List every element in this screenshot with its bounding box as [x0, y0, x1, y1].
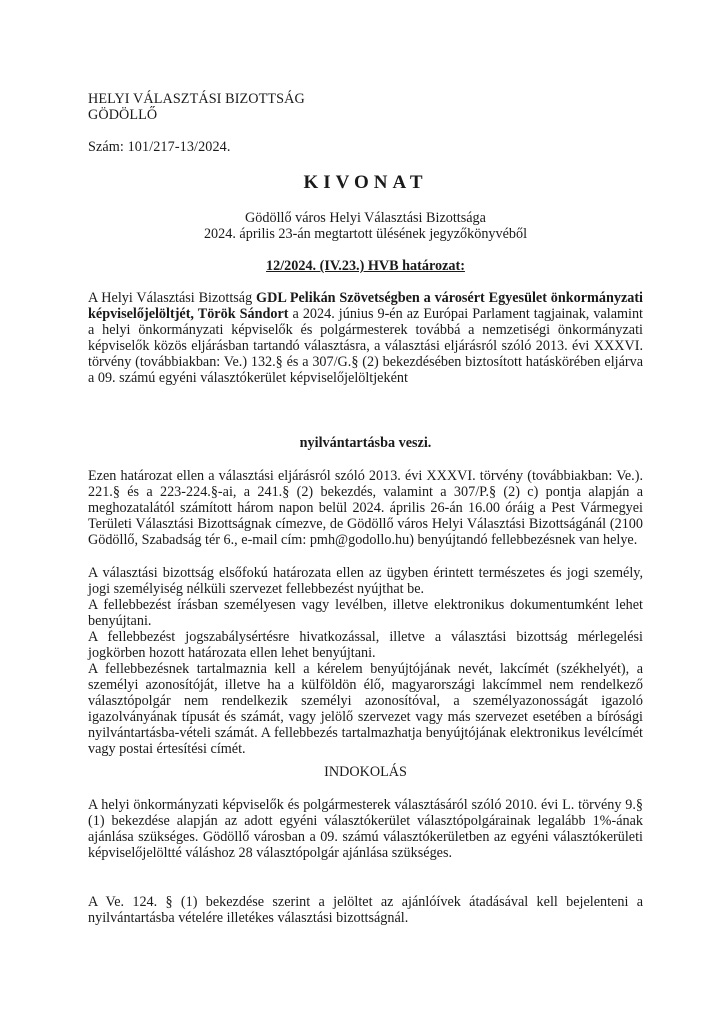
- reasoning-paragraph-2: A Ve. 124. § (1) bekezdése szerint a jelöltet az ajánlóívek átadásával kell bejelenteni a nyilvántartásba vételére illetékes választási bizottságnál.: [88, 894, 643, 927]
- subtitle-line-1: Gödöllő város Helyi Választási Bizottsága: [245, 210, 486, 226]
- remedy-paragraph-4: A fellebbezést jogszabálysértésre hivatkozással, illetve a választási bizottság mérlegelési jogkörben hozott határozata ellen lehet benyújtani.: [88, 629, 643, 662]
- remedy-paragraph-2: A választási bizottság elsőfokú határozata ellen az ügyben érintett természetes és jogi személy, jogi személyiség nélküli szervezet fellebbezést nyújthat be.: [88, 565, 643, 598]
- reasoning-heading: INDOKOLÁS: [324, 764, 407, 780]
- operative-clause: nyilvántartásba veszi.: [299, 435, 432, 451]
- remedy-paragraph-1: Ezen határozat ellen a választási eljárásról szóló 2013. évi XXXVI. törvény (továbbiakban: Ve.). 221.§ és a 223-224.§-ai, a 241.§ (2) bekezdés, valamint a 307/P.§ (2) c) pontja alapján a meghozatalától számított három napon belül 2024. április 26-án 16.00 óráig a Pest Vármegyei Területi Választási Bizottságnak címezve, de Gödöllő város Helyi Választási Bizottságánál (2100 Gödöllő, Szabadság tér 6., e-mail cím: pmh@godollo.hu) benyújtandó fellebbezésnek van helye.: [88, 468, 643, 549]
- reasoning-paragraph-1: A helyi önkormányzati képviselők és polgármesterek választásáról szóló 2010. évi L. törvény 9.§ (1) bekezdése alapján az adott egyéni választókerület választópolgárainak legalább 1%-ának ajánlása szükséges. Gödöllő városban a 09. számú választókerületben az egyéni választókerületi képviselőjelöltté váláshoz 28 választópolgár ajánlása szükséges.: [88, 797, 643, 862]
- resolution-heading: 12/2024. (IV.23.) HVB határozat:: [266, 258, 465, 274]
- remedy-paragraph-3: A fellebbezést írásban személyesen vagy levélben, illetve elektronikus dokumentumként lehet benyújtani.: [88, 597, 643, 630]
- reference-number: Szám: 101/217-13/2024.: [88, 139, 231, 155]
- subtitle-line-2: 2024. április 23-án megtartott ülésének jegyzőkönyvéből: [203, 226, 528, 242]
- document-title: KIVONAT: [303, 172, 428, 193]
- issuer-city: GÖDÖLLŐ: [88, 107, 158, 123]
- remedy-paragraph-5: A fellebbezésnek tartalmaznia kell a kérelem benyújtójának nevét, lakcímét (székhelyét), a személyi azonosítóját, illetve ha a külföldön élő, magyarországi lakcímmel nem rendelkező választópolgár nem rendelkezik személyi azonosítóval, a személyazonosságát igazoló igazolványának típusát és számát, vagy jelölő szervezet vagy más szervezet esetében a bírósági nyilvántartásba-vételi számát. A fellebbezés tartalmazhatja benyújtójának elektronikus levélcímét vagy postai értesítési címét.: [88, 661, 643, 758]
- decision-paragraph: [88, 290, 643, 387]
- issuer-name: HELYI VÁLASZTÁSI BIZOTTSÁG: [88, 91, 305, 107]
- decision-body: a 2024. június 9-én az Európai Parlament tagjainak, valamint a helyi önkormányzati képviselők és polgármesterek továbbá a nemzetiségi önkormányzati képviselők közös eljárásban tartandó választásra, a választási eljárásról szóló 2013. évi XXXVI. törvény (továbbiakban: Ve.) 132.§ és a 307/G.§ (2) bekezdésében biztosított hatáskörében eljárva a 09. számú egyéni választókerület képviselőjelöltjeként: [88, 306, 644, 387]
- candidate-name: GDL Pelikán Szövetségben a városért Egyesület önkormányzati képviselőjelöltjét, Török Sándort: [88, 290, 643, 323]
- decision-intro: A Helyi Választási Bizottság: [88, 290, 257, 306]
